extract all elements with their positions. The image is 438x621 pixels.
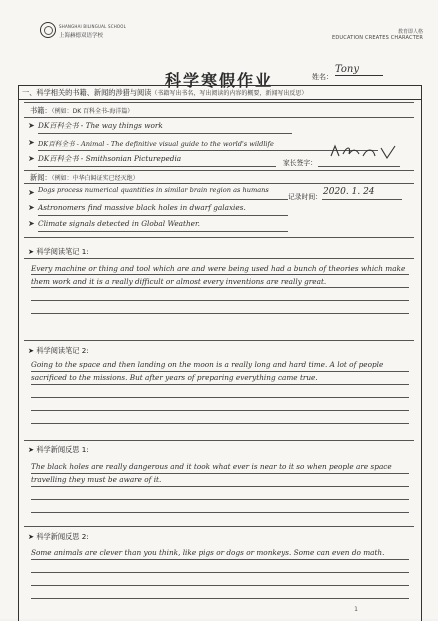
answer-line <box>31 585 409 586</box>
books-label: 书籍： <box>30 106 52 115</box>
answer-line <box>31 559 409 560</box>
answer-line <box>31 397 409 398</box>
page-mark: 1 <box>354 606 358 613</box>
answer-line <box>38 215 288 216</box>
name-label: 姓名： <box>312 73 333 81</box>
answer-line <box>38 150 378 151</box>
divider <box>24 117 414 118</box>
answer-line <box>31 512 409 513</box>
answer-line <box>31 486 409 487</box>
books-example: （例如：DK 百科全书-海洋篇） <box>51 108 134 115</box>
divider <box>24 258 414 259</box>
answer-line <box>31 423 409 424</box>
answer-line <box>31 598 409 599</box>
answer-line <box>31 410 409 411</box>
school-name-en: SHANGHAI BILINGUAL SCHOOL <box>59 24 127 29</box>
note-text: Every machine or thing and tool which are and were being used had a bunch of theories which make them work and it is a really difficult or almost every inventions are really great. <box>31 264 406 286</box>
note-heading-text: 科学阅读笔记 2: <box>36 346 89 355</box>
section-hint: （书籍写出书名，写出阅读的内容的概要，新闻写出反思） <box>151 90 308 97</box>
section-heading <box>22 88 307 98</box>
bullet-arrow-icon: ➤ <box>28 121 35 130</box>
record-time-value: 2020. 1. 24 <box>323 187 375 197</box>
answer-line <box>31 473 409 474</box>
divider <box>24 526 414 527</box>
answer-line <box>31 572 409 573</box>
divider <box>18 99 421 100</box>
news-item: Dogs process numerical quantities in similar brain region as humans <box>38 186 269 194</box>
answer-line <box>31 313 409 314</box>
answer-line <box>318 166 400 167</box>
news-label: 新闻： <box>30 173 52 182</box>
book-item: DK百科全书 - Animal - The definitive visual guide to the world's wildlife <box>38 140 274 148</box>
note-heading <box>28 532 89 542</box>
news-heading <box>30 173 139 183</box>
divider <box>24 237 414 238</box>
motto-cn: 教育即人格 <box>397 29 423 35</box>
divider <box>24 102 414 103</box>
answer-line <box>38 133 292 134</box>
news-example: （例如：中华白鲟证实已经灭绝） <box>51 175 139 182</box>
note-heading-text: 科学新闻反思 1: <box>36 445 89 454</box>
bullet-arrow-icon: ➤ <box>28 532 37 541</box>
bullet-arrow-icon: ➤ <box>28 219 35 228</box>
bullet-arrow-icon: ➤ <box>28 188 35 197</box>
answer-line <box>38 231 288 232</box>
parent-sign-label: 家长签字： <box>283 159 317 167</box>
news-item: Climate signals detected in Global Weather. <box>38 219 200 228</box>
answer-line <box>38 166 276 167</box>
answer-line <box>31 499 409 500</box>
answer-line <box>31 371 409 372</box>
answer-line <box>322 199 402 200</box>
answer-line <box>31 274 409 275</box>
note-heading-text: 科学阅读笔记 1: <box>36 247 89 256</box>
note-heading-text: 科学新闻反思 2: <box>36 532 89 541</box>
note-text: The black holes are really dangerous and it took what ever is near to it so when people are space travelling they must be aware of it. <box>31 462 392 484</box>
bullet-arrow-icon: ➤ <box>28 154 35 163</box>
news-item: Astronomers find massive black holes in dwarf galaxies. <box>38 203 246 212</box>
book-item: DK百科全书 - The way things work <box>38 121 163 130</box>
bullet-arrow-icon: ➤ <box>28 203 35 212</box>
divider <box>24 440 414 441</box>
note-heading <box>28 346 89 356</box>
book-item: DK百科全书 - Smithsonian Picturepedia <box>38 154 182 163</box>
answer-line <box>31 300 409 301</box>
divider <box>24 183 414 184</box>
name-value: Tony <box>335 64 383 76</box>
books-heading <box>30 106 133 116</box>
record-time-label: 记录时间： <box>288 193 322 201</box>
school-logo-icon <box>40 22 56 38</box>
answer-line <box>31 287 409 288</box>
note-text: Some animals are clever than you think, like pigs or dogs or monkeys. Some can even do math. <box>31 548 385 557</box>
motto-en: EDUCATION CREATES CHARACTER <box>332 35 423 41</box>
page-title: 科学寒假作业 <box>164 71 273 90</box>
answer-line <box>38 199 288 200</box>
parent-signature <box>329 144 401 160</box>
section-heading-text: 一、科学相关的书籍、新闻的涉猎与阅读 <box>22 88 152 97</box>
note-text: Going to the space and then landing on the moon is a really long and hard time. A lot of people sacrificed to the missions. But after years of preparing everything came true. <box>31 360 384 382</box>
bullet-arrow-icon: ➤ <box>28 346 37 355</box>
divider <box>24 340 414 341</box>
note-heading <box>28 445 89 455</box>
bullet-arrow-icon: ➤ <box>28 247 37 256</box>
bullet-arrow-icon: ➤ <box>28 138 35 147</box>
note-heading <box>28 247 89 257</box>
school-name-cn: 上海赫德双语学校 <box>59 33 104 39</box>
bullet-arrow-icon: ➤ <box>28 445 37 454</box>
answer-line <box>31 384 409 385</box>
divider <box>24 170 414 171</box>
